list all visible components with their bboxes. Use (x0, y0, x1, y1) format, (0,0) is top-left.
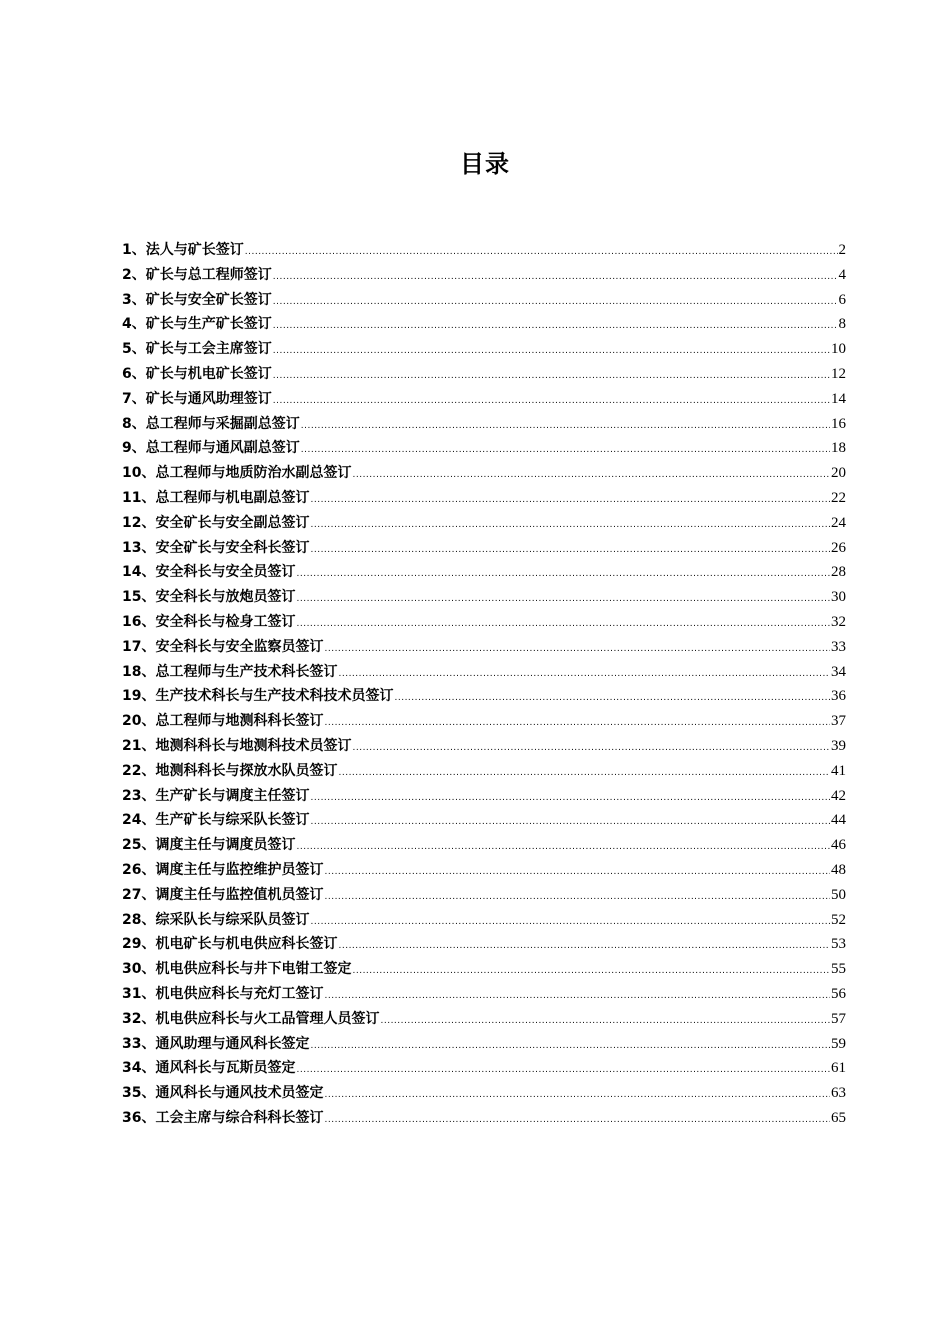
toc-dot-leader (245, 240, 838, 265)
toc-entry[interactable] (122, 436, 846, 461)
toc-entry-page-number[interactable]: 63 (831, 1085, 846, 1102)
toc-entry[interactable] (122, 461, 846, 486)
toc-entry-label[interactable]: 6、矿长与机电矿长签订 (122, 365, 272, 382)
toc-entry[interactable] (122, 784, 846, 809)
toc-entry[interactable] (122, 486, 846, 511)
toc-entry-label[interactable]: 36、工会主席与综合科科长签订 (122, 1109, 324, 1126)
toc-dot-leader (301, 438, 830, 463)
toc-entry[interactable] (122, 932, 846, 957)
toc-entry[interactable] (122, 1056, 846, 1081)
toc-dot-leader (296, 612, 830, 637)
toc-entry[interactable] (122, 387, 846, 412)
toc-dot-leader (273, 389, 830, 414)
toc-entry-page-number[interactable]: 37 (831, 713, 846, 730)
toc-entry[interactable] (122, 263, 846, 288)
toc-entry-page-number[interactable]: 50 (831, 886, 846, 903)
toc-entry-page-number[interactable]: 42 (831, 787, 846, 804)
toc-entry-label[interactable]: 5、矿长与工会主席签订 (122, 341, 272, 358)
toc-entry-label[interactable]: 12、安全矿长与安全副总签订 (122, 514, 310, 531)
toc-entry-page-number[interactable]: 4 (838, 266, 846, 283)
toc-entry-label[interactable]: 20、总工程师与地测科科长签订 (122, 713, 324, 730)
toc-entry-page-number[interactable]: 59 (831, 1035, 846, 1052)
toc-dot-leader (310, 786, 830, 811)
toc-dot-leader (310, 1034, 830, 1059)
toc-entry-label[interactable]: 27、调度主任与监控值机员签订 (122, 886, 324, 903)
toc-entry[interactable] (122, 709, 846, 734)
toc-entry-label[interactable]: 17、安全科长与安全监察员签订 (122, 638, 324, 655)
toc-entry[interactable] (122, 412, 846, 437)
toc-dot-leader (324, 885, 830, 910)
toc-entry-page-number[interactable]: 41 (831, 762, 846, 779)
toc-entry[interactable] (122, 610, 846, 635)
toc-dot-leader (324, 1108, 830, 1133)
toc-entry-label[interactable]: 16、安全科长与检身工签订 (122, 613, 296, 630)
toc-entry-page-number[interactable]: 20 (831, 465, 846, 482)
toc-entry-label[interactable]: 15、安全科长与放炮员签订 (122, 589, 296, 606)
toc-dot-leader (273, 364, 830, 389)
toc-entry-page-number[interactable]: 8 (838, 316, 846, 333)
toc-dot-leader (324, 984, 830, 1009)
toc-entry[interactable] (122, 312, 846, 337)
toc-entry[interactable] (122, 337, 846, 362)
toc-entry[interactable] (122, 1081, 846, 1106)
toc-entry-page-number[interactable]: 48 (831, 861, 846, 878)
toc-entry-label[interactable]: 23、生产矿长与调度主任签订 (122, 787, 310, 804)
toc-entry-page-number[interactable]: 34 (831, 663, 846, 680)
toc-entry-page-number[interactable]: 12 (831, 365, 846, 382)
toc-entry-page-number[interactable]: 32 (831, 613, 846, 630)
toc-entry-label[interactable]: 7、矿长与通风助理签订 (122, 390, 272, 407)
toc-dot-leader (338, 662, 830, 687)
toc-entry-page-number[interactable]: 16 (831, 415, 846, 432)
toc-dot-leader (273, 314, 838, 339)
toc-entry-page-number[interactable]: 46 (831, 837, 846, 854)
toc-entry-page-number[interactable]: 65 (831, 1109, 846, 1126)
toc-entry-page-number[interactable]: 18 (831, 440, 846, 457)
toc-entry[interactable] (122, 1032, 846, 1057)
toc-entry-label[interactable]: 25、调度主任与调度员签订 (122, 837, 296, 854)
toc-title: 目录 (460, 150, 510, 178)
toc-entry-label[interactable]: 33、通风助理与通风科长签定 (122, 1035, 310, 1052)
toc-entry[interactable] (122, 908, 846, 933)
toc-dot-leader (296, 835, 830, 860)
toc-dot-leader (273, 265, 838, 290)
toc-entry-label[interactable]: 18、总工程师与生产技术科长签订 (122, 663, 338, 680)
toc-entry-label[interactable]: 3、矿长与安全矿长签订 (122, 291, 272, 308)
toc-entry[interactable] (122, 511, 846, 536)
toc-entry-page-number[interactable]: 24 (831, 514, 846, 531)
toc-dot-leader (310, 810, 830, 835)
toc-dot-leader (273, 290, 838, 315)
toc-entry-label[interactable]: 31、机电供应科长与充灯工签订 (122, 985, 324, 1002)
toc-dot-leader (296, 562, 830, 587)
toc-dot-leader (310, 538, 830, 563)
toc-dot-leader (338, 934, 830, 959)
toc-entry-label[interactable]: 34、通风科长与瓦斯员签定 (122, 1060, 296, 1077)
toc-entry[interactable] (122, 734, 846, 759)
toc-dot-leader (394, 686, 830, 711)
toc-entry-label[interactable]: 4、矿长与生产矿长签订 (122, 316, 272, 333)
toc-entry[interactable] (122, 858, 846, 883)
toc-dot-leader (310, 910, 830, 935)
toc-dot-leader (324, 860, 830, 885)
toc-entry-page-number[interactable]: 56 (831, 985, 846, 1002)
toc-dot-leader (296, 1058, 830, 1083)
toc-entry-label[interactable]: 11、总工程师与机电副总签订 (122, 489, 310, 506)
toc-entry-label[interactable]: 8、总工程师与采掘副总签订 (122, 415, 300, 432)
toc-entry-label[interactable]: 32、机电供应科长与火工品管理人员签订 (122, 1010, 380, 1027)
toc-entry-label[interactable]: 24、生产矿长与综采队长签订 (122, 812, 310, 829)
toc-dot-leader (310, 488, 830, 513)
toc-dot-leader (273, 339, 830, 364)
toc-entry-label[interactable]: 21、地测科科长与地测科技术员签订 (122, 737, 352, 754)
toc-entry-label[interactable]: 30、机电供应科长与井下电钳工签定 (122, 961, 352, 978)
toc-entry[interactable] (122, 1007, 846, 1032)
toc-entry-page-number[interactable]: 28 (831, 564, 846, 581)
toc-entry-page-number[interactable]: 53 (831, 936, 846, 953)
toc-dot-leader (301, 414, 830, 439)
toc-entry[interactable] (122, 684, 846, 709)
toc-entry[interactable] (122, 759, 846, 784)
toc-entry-label[interactable]: 1、法人与矿长签订 (122, 242, 244, 258)
toc-entry-page-number[interactable]: 26 (831, 539, 846, 556)
toc-entry-page-number[interactable]: 39 (831, 737, 846, 754)
toc-entry[interactable] (122, 560, 846, 585)
toc-entry-label[interactable]: 22、地测科科长与探放水队员签订 (122, 762, 338, 779)
toc-entry-page-number[interactable]: 30 (831, 589, 846, 606)
toc-entry-label[interactable]: 9、总工程师与通风副总签订 (122, 440, 300, 457)
toc-entry[interactable] (122, 883, 846, 908)
toc-entry[interactable] (122, 957, 846, 982)
toc-entry-page-number[interactable]: 22 (831, 489, 846, 506)
toc-dot-leader (310, 513, 830, 538)
toc-entry-page-number[interactable]: 14 (831, 390, 846, 407)
toc-list (122, 238, 846, 1131)
toc-entry[interactable] (122, 238, 846, 263)
toc-entry-page-number[interactable]: 57 (831, 1010, 846, 1027)
toc-entry-page-number[interactable]: 36 (831, 688, 846, 705)
toc-entry-label[interactable]: 29、机电矿长与机电供应科长签订 (122, 936, 338, 953)
toc-entry-page-number[interactable]: 2 (838, 242, 846, 258)
toc-entry[interactable] (122, 660, 846, 685)
toc-dot-leader (324, 711, 830, 736)
toc-entry-page-number[interactable]: 61 (831, 1060, 846, 1077)
toc-entry-label[interactable]: 2、矿长与总工程师签订 (122, 266, 272, 283)
toc-dot-leader (296, 587, 830, 612)
toc-dot-leader (352, 463, 830, 488)
toc-entry[interactable] (122, 635, 846, 660)
toc-entry[interactable] (122, 1106, 846, 1131)
toc-entry-page-number[interactable]: 6 (838, 291, 846, 308)
toc-dot-leader (352, 959, 830, 984)
toc-entry[interactable] (122, 536, 846, 561)
toc-entry-label[interactable]: 28、综采队长与综采队员签订 (122, 911, 310, 928)
toc-entry-page-number[interactable]: 10 (831, 341, 846, 358)
toc-dot-leader (352, 736, 830, 761)
toc-entry[interactable] (122, 833, 846, 858)
toc-entry[interactable] (122, 808, 846, 833)
toc-dot-leader (338, 761, 830, 786)
toc-dot-leader (380, 1009, 830, 1034)
toc-entry-label[interactable]: 13、安全矿长与安全科长签订 (122, 539, 310, 556)
toc-entry-label[interactable]: 26、调度主任与监控维护员签订 (122, 861, 324, 878)
toc-dot-leader (324, 1083, 830, 1108)
toc-entry[interactable] (122, 362, 846, 387)
toc-entry-page-number[interactable]: 33 (831, 638, 846, 655)
toc-entry[interactable] (122, 982, 846, 1007)
toc-entry-label[interactable]: 10、总工程师与地质防治水副总签订 (122, 465, 352, 482)
toc-entry[interactable] (122, 288, 846, 313)
toc-dot-leader (324, 637, 830, 662)
toc-entry-page-number[interactable]: 55 (831, 961, 846, 978)
toc-entry-label[interactable]: 14、安全科长与安全员签订 (122, 564, 296, 581)
toc-entry-label[interactable]: 35、通风科长与通风技术员签定 (122, 1085, 324, 1102)
toc-entry-page-number[interactable]: 44 (831, 812, 846, 829)
toc-entry-page-number[interactable]: 52 (831, 911, 846, 928)
toc-entry-label[interactable]: 19、生产技术科长与生产技术科技术员签订 (122, 688, 394, 705)
toc-entry[interactable] (122, 585, 846, 610)
